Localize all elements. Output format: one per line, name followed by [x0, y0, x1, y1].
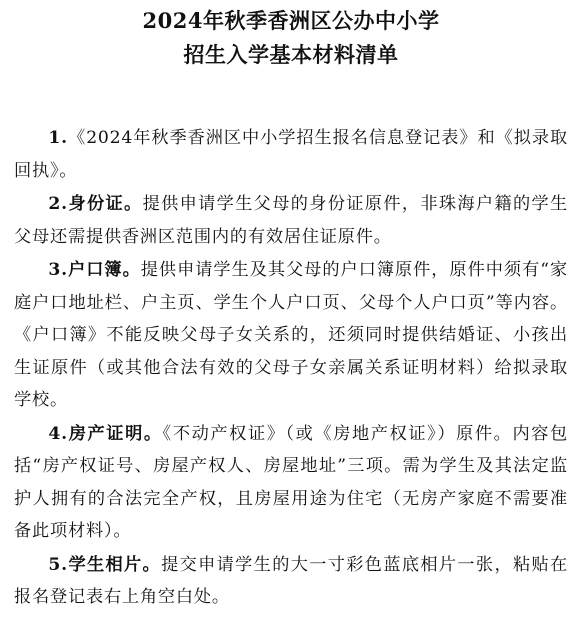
document-title-line-2: 招生入学基本材料清单	[183, 42, 399, 67]
list-item-3-lead: 3.户口簿。	[48, 260, 141, 280]
list-item-4-lead: 4.房产证明。	[48, 423, 163, 444]
list-item-5	[14, 549, 568, 614]
list-item-1-text: 《2024年秋季香洲区中小学招生报名信息登记表》和《拟录取回执》。	[14, 128, 568, 181]
list-item-4-text: 《不动产权证》（或《房地产权证》）原件。内容包括“房产权证号、房屋产权人、房屋地址”三项。需为学生及其法定监护人拥有的合法完全产权，且房屋用途为住宅（无房产家庭不需要准备此项材料）。	[14, 423, 569, 541]
list-item-2-text: 提供申请学生父母的身份证原件，非珠海户籍的学生父母还需提供香洲区范围内的有效居住证原件。	[14, 194, 569, 247]
list-item-3	[14, 254, 568, 417]
list-item-3-text: 提供申请学生及其父母的户口簿原件，原件中须有“家庭户口地址栏、户主页、学生个人户口页、父母个人户口页”等内容。《户口簿》不能反映父母子女关系的，还须同时提供结婚证、小孩出生证原件（或其他合法有效的父母子女亲属关系证明材料）给拟录取学校。	[14, 260, 568, 410]
list-item-1-lead: 1.	[48, 128, 68, 148]
list-item-2	[14, 188, 568, 253]
materials-list	[14, 122, 568, 614]
list-item-4	[14, 418, 568, 548]
list-item-1	[14, 122, 568, 187]
document-title-line-1: 2024年秋季香洲区公办中小学	[142, 8, 440, 33]
list-item-5-text: 提交申请学生的大一寸彩色蓝底相片一张，粘贴在报名登记表右上角空白处。	[14, 554, 568, 607]
list-item-2-lead: 2.身份证。	[48, 194, 143, 214]
list-item-5-lead: 5.学生相片。	[48, 554, 162, 575]
